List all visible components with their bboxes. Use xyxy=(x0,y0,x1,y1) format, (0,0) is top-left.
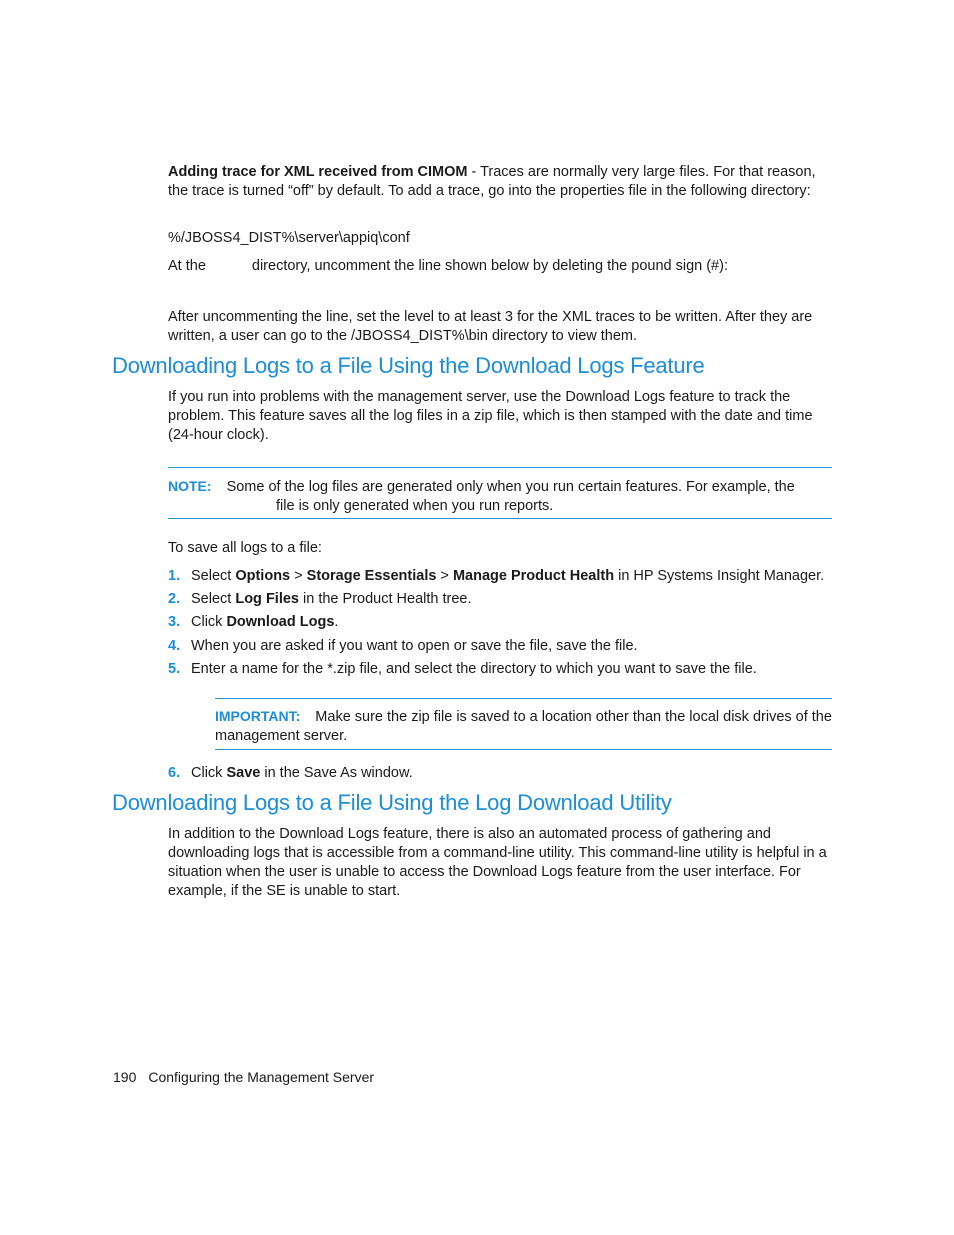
trace-at-prefix: At the xyxy=(168,258,206,274)
menu-storage-essentials: Storage Essentials xyxy=(306,568,437,584)
important-label: IMPORTANT: xyxy=(215,708,301,724)
trace-text: - Traces are normally very large files. For that reason, the trace is turned “off” by default. To add a trace, go into the properties file in the following directory: xyxy=(168,164,816,199)
note-label: NOTE: xyxy=(168,478,212,494)
menu-options: Options xyxy=(235,568,291,584)
button-download-logs: Download Logs xyxy=(226,614,335,630)
step-number: 1. xyxy=(168,568,181,584)
section1-intro: If you run into problems with the management server, use the Download Logs feature to track the problem. This feature saves all the log files in a zip file, which is then stamped with the date and time (24-hour clock). xyxy=(168,389,813,443)
step-4: 4. When you are asked if you want to open or save the file, save the file. xyxy=(168,638,638,654)
step-2: 2. Select Log Files in the Product Health tree. xyxy=(168,591,472,607)
section2-intro: In addition to the Download Logs feature, there is also an automated process of gathering and downloading logs that is accessible from a command-line utility. This command-line utility is helpful in a situation when the user is unable to access the Download Logs feature from the user interface. For example, if the SE is unable to start. xyxy=(168,826,827,899)
trace-at-line xyxy=(168,257,830,276)
note-box xyxy=(168,477,832,516)
note-bottom-rule xyxy=(168,518,832,519)
note-line-1 xyxy=(168,477,832,497)
tree-log-files: Log Files xyxy=(235,591,299,607)
section-heading-log-download-utility: Downloading Logs to a File Using the Log Download Utility xyxy=(112,790,672,815)
important-text: Make sure the zip file is saved to a location other than the local disk drives of the management server. xyxy=(215,709,832,744)
step-number: 4. xyxy=(168,638,181,654)
button-save: Save xyxy=(226,765,261,781)
step-number: 3. xyxy=(168,614,181,630)
step-5: 5. Enter a name for the *.zip file, and select the directory to which you want to save the file. xyxy=(168,661,757,677)
step-number: 6. xyxy=(168,765,181,781)
note-top-rule xyxy=(168,467,832,468)
section-heading-download-logs-feature: Downloading Logs to a File Using the Download Logs Feature xyxy=(112,353,705,378)
step-number: 5. xyxy=(168,661,181,677)
step-3: 3. Click Download Logs. xyxy=(168,614,339,630)
step-6: 6. Click Save in the Save As window. xyxy=(168,765,413,781)
trace-path: %/JBOSS4_DIST%\server\appiq\conf xyxy=(168,230,410,246)
trace-after: After uncommenting the line, set the level to at least 3 for the XML traces to be written. After they are written, a user can go to the /JBOSS4_DIST%\bin directory to view them. xyxy=(168,309,813,344)
menu-manage-product-health: Manage Product Health xyxy=(452,568,615,584)
step-number: 2. xyxy=(168,591,181,607)
trace-label: Adding trace for XML received from CIMOM xyxy=(168,164,468,180)
page-number: 190 xyxy=(113,1069,137,1085)
step-1: 1. Select Options > Storage Essentials > Manage Product Health in HP Systems Insight Manager. xyxy=(168,568,825,584)
page-footer xyxy=(113,1068,374,1087)
save-intro: To save all logs to a file: xyxy=(168,540,322,556)
important-bottom-rule xyxy=(215,749,832,750)
trace-at-suffix: directory, uncomment the line shown below by deleting the pound sign (#): xyxy=(251,258,728,274)
trace-paragraph xyxy=(168,163,830,201)
important-top-rule xyxy=(215,698,832,699)
note-line-2: file is only generated when you run reports. xyxy=(276,498,554,514)
chapter-title: Configuring the Management Server xyxy=(148,1069,375,1085)
important-box xyxy=(215,707,832,746)
note-text-1: Some of the log files are generated only when you run certain features. For example, the xyxy=(226,479,795,495)
